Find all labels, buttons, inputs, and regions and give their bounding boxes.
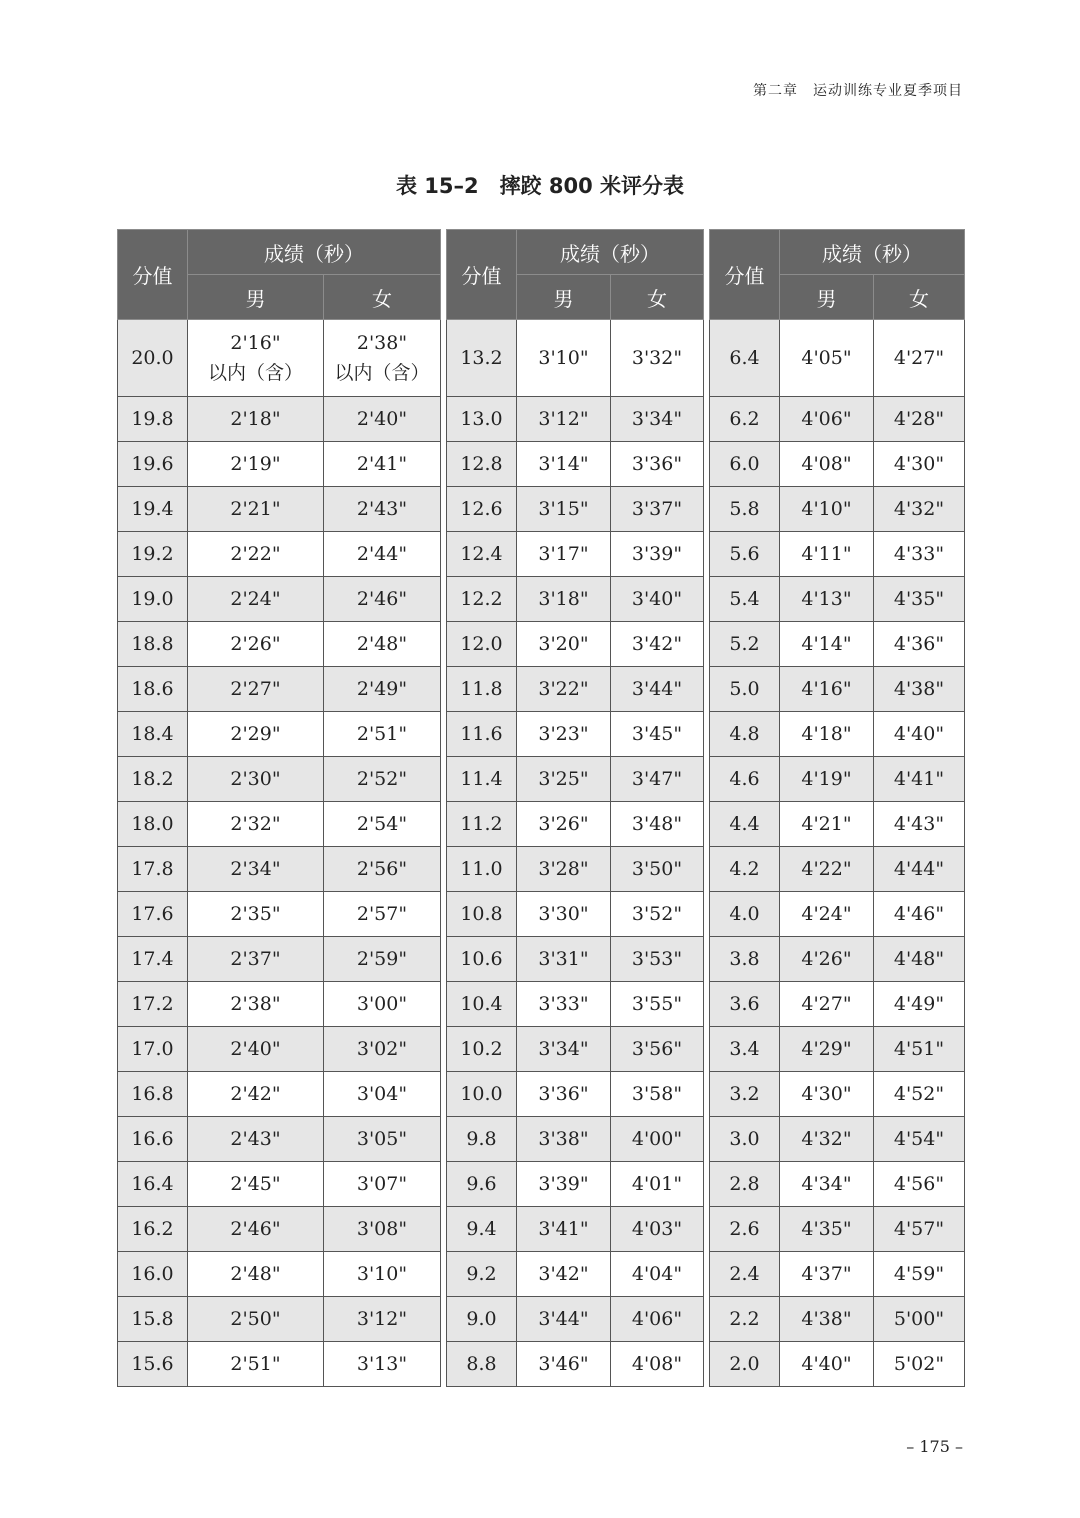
score-cell: 11.4 <box>447 757 517 802</box>
score-cell: 10.8 <box>447 892 517 937</box>
score-cell: 17.8 <box>118 847 188 892</box>
table-row <box>710 712 965 757</box>
male-time-cell: 2'27" <box>188 667 324 712</box>
male-time-cell: 3'22" <box>517 667 611 712</box>
score-cell: 17.2 <box>118 982 188 1027</box>
female-time-cell: 4'46" <box>874 892 965 937</box>
female-time-cell: 3'00" <box>324 982 441 1027</box>
table-row <box>710 320 965 397</box>
score-cell: 2.6 <box>710 1207 780 1252</box>
table-row <box>118 667 441 712</box>
female-time-cell: 2'49" <box>324 667 441 712</box>
male-time-cell: 2'42" <box>188 1072 324 1117</box>
female-time-cell: 4'56" <box>874 1162 965 1207</box>
male-time-cell: 3'20" <box>517 622 611 667</box>
header-result: 成绩（秒） <box>780 230 965 275</box>
table-row <box>118 712 441 757</box>
table-row <box>710 622 965 667</box>
male-time-cell: 2'24" <box>188 577 324 622</box>
male-time-cell: 3'23" <box>517 712 611 757</box>
table-row <box>710 1342 965 1387</box>
female-time-cell: 4'51" <box>874 1027 965 1072</box>
table-row <box>447 487 704 532</box>
female-time-cell: 4'27" <box>874 320 965 397</box>
male-time-cell: 2'48" <box>188 1252 324 1297</box>
male-time-cell: 4'18" <box>780 712 874 757</box>
score-cell: 19.2 <box>118 532 188 577</box>
score-cell: 9.4 <box>447 1207 517 1252</box>
score-cell: 4.8 <box>710 712 780 757</box>
score-cell: 4.2 <box>710 847 780 892</box>
table-row <box>710 847 965 892</box>
male-time-cell: 3'12" <box>517 397 611 442</box>
score-cell: 16.8 <box>118 1072 188 1117</box>
score-cell: 10.0 <box>447 1072 517 1117</box>
male-time-cell: 4'38" <box>780 1297 874 1342</box>
table-row <box>447 847 704 892</box>
male-time-cell: 3'17" <box>517 532 611 577</box>
female-time-cell: 4'36" <box>874 622 965 667</box>
female-time-cell: 2'41" <box>324 442 441 487</box>
table-row <box>710 1117 965 1162</box>
score-cell: 17.0 <box>118 1027 188 1072</box>
table-row <box>447 1162 704 1207</box>
male-time-cell: 2'38" <box>188 982 324 1027</box>
male-time-cell: 4'32" <box>780 1117 874 1162</box>
score-cell: 3.0 <box>710 1117 780 1162</box>
score-cell: 11.8 <box>447 667 517 712</box>
score-cell: 2.4 <box>710 1252 780 1297</box>
female-time-cell: 2'48" <box>324 622 441 667</box>
female-time-cell: 2'51" <box>324 712 441 757</box>
female-time-cell: 4'43" <box>874 802 965 847</box>
table-title: 表 15–2 摔跤 800 米评分表 <box>395 174 685 198</box>
female-time-cell: 4'59" <box>874 1252 965 1297</box>
table-row <box>118 577 441 622</box>
page-number: – 175 – <box>906 1437 963 1456</box>
score-cell: 20.0 <box>118 320 188 397</box>
male-time-cell: 4'05" <box>780 320 874 397</box>
female-time-cell: 4'44" <box>874 847 965 892</box>
male-time-cell: 3'39" <box>517 1162 611 1207</box>
male-time-cell: 3'46" <box>517 1342 611 1387</box>
score-cell: 12.6 <box>447 487 517 532</box>
female-time-cell: 3'58" <box>611 1072 704 1117</box>
male-time-cell: 4'29" <box>780 1027 874 1072</box>
score-table-2 <box>446 229 704 1387</box>
header-male: 男 <box>780 275 874 320</box>
score-cell: 9.8 <box>447 1117 517 1162</box>
male-time-cell: 4'35" <box>780 1207 874 1252</box>
female-time-cell: 3'37" <box>611 487 704 532</box>
table-row <box>118 802 441 847</box>
header-male: 男 <box>517 275 611 320</box>
score-cell: 9.0 <box>447 1297 517 1342</box>
table-row <box>118 1072 441 1117</box>
male-time-cell: 3'44" <box>517 1297 611 1342</box>
female-time-cell: 3'10" <box>324 1252 441 1297</box>
score-cell: 2.2 <box>710 1297 780 1342</box>
male-time-cell: 2'35" <box>188 892 324 937</box>
score-cell: 5.4 <box>710 577 780 622</box>
female-time-cell: 2'59" <box>324 937 441 982</box>
male-time-cell: 4'30" <box>780 1072 874 1117</box>
female-time-cell: 3'56" <box>611 1027 704 1072</box>
score-cell: 5.2 <box>710 622 780 667</box>
table-row <box>710 802 965 847</box>
score-cell: 4.0 <box>710 892 780 937</box>
female-time-cell: 4'32" <box>874 487 965 532</box>
table-row <box>710 1207 965 1252</box>
male-time-cell: 4'40" <box>780 1342 874 1387</box>
score-cell: 5.0 <box>710 667 780 712</box>
score-cell: 2.8 <box>710 1162 780 1207</box>
score-cell: 10.4 <box>447 982 517 1027</box>
female-time-cell: 4'49" <box>874 982 965 1027</box>
score-cell: 18.8 <box>118 622 188 667</box>
score-cell: 12.2 <box>447 577 517 622</box>
female-time-cell: 4'00" <box>611 1117 704 1162</box>
score-cell: 9.2 <box>447 1252 517 1297</box>
table-row <box>710 1297 965 1342</box>
male-time-cell: 4'16" <box>780 667 874 712</box>
male-time-cell: 2'34" <box>188 847 324 892</box>
female-time-cell: 4'01" <box>611 1162 704 1207</box>
female-time-cell: 2'57" <box>324 892 441 937</box>
female-time-cell: 3'47" <box>611 757 704 802</box>
table-row <box>447 757 704 802</box>
male-time-cell: 4'34" <box>780 1162 874 1207</box>
table-row <box>710 487 965 532</box>
table-row <box>710 397 965 442</box>
male-time-cell: 3'31" <box>517 937 611 982</box>
table-row <box>447 982 704 1027</box>
score-cell: 19.4 <box>118 487 188 532</box>
female-time-cell: 2'46" <box>324 577 441 622</box>
female-time-cell: 3'02" <box>324 1027 441 1072</box>
male-time-cell: 2'22" <box>188 532 324 577</box>
male-time-cell: 2'19" <box>188 442 324 487</box>
table-row <box>118 1162 441 1207</box>
header-female: 女 <box>874 275 965 320</box>
score-cell: 15.6 <box>118 1342 188 1387</box>
score-cell: 6.0 <box>710 442 780 487</box>
female-time-cell: 2'54" <box>324 802 441 847</box>
male-time-cell: 3'34" <box>517 1027 611 1072</box>
male-time-cell: 3'14" <box>517 442 611 487</box>
header-male: 男 <box>188 275 324 320</box>
female-time-cell: 2'40" <box>324 397 441 442</box>
female-time-cell: 3'55" <box>611 982 704 1027</box>
male-time-cell: 4'22" <box>780 847 874 892</box>
score-cell: 19.6 <box>118 442 188 487</box>
table-row <box>710 1252 965 1297</box>
male-time-cell: 4'21" <box>780 802 874 847</box>
table-row <box>118 937 441 982</box>
female-time-cell: 4'40" <box>874 712 965 757</box>
male-time-cell: 4'11" <box>780 532 874 577</box>
female-time-cell: 3'50" <box>611 847 704 892</box>
table-row <box>118 1297 441 1342</box>
male-time-cell: 4'08" <box>780 442 874 487</box>
table-row <box>447 1117 704 1162</box>
male-time-cell: 2'37" <box>188 937 324 982</box>
male-time-cell: 3'26" <box>517 802 611 847</box>
score-cell: 16.0 <box>118 1252 188 1297</box>
female-time-cell: 2'52" <box>324 757 441 802</box>
table-row <box>118 1342 441 1387</box>
male-time-cell: 4'26" <box>780 937 874 982</box>
table-row <box>118 487 441 532</box>
score-cell: 6.4 <box>710 320 780 397</box>
table-row <box>710 577 965 622</box>
table-row <box>447 1252 704 1297</box>
table-row <box>447 667 704 712</box>
score-cell: 6.2 <box>710 397 780 442</box>
table-row <box>710 532 965 577</box>
female-time-cell: 4'48" <box>874 937 965 982</box>
male-time-cell: 2'26" <box>188 622 324 667</box>
score-cell: 18.0 <box>118 802 188 847</box>
table-row <box>118 757 441 802</box>
score-cell: 18.4 <box>118 712 188 757</box>
female-time-cell: 3'36" <box>611 442 704 487</box>
header-female: 女 <box>324 275 441 320</box>
score-cell: 3.8 <box>710 937 780 982</box>
score-cell: 13.0 <box>447 397 517 442</box>
table-row <box>447 622 704 667</box>
male-time-cell: 4'37" <box>780 1252 874 1297</box>
score-cell: 12.8 <box>447 442 517 487</box>
male-time-cell: 2'29" <box>188 712 324 757</box>
score-cell: 16.4 <box>118 1162 188 1207</box>
table-row <box>710 1162 965 1207</box>
table-row <box>447 320 704 397</box>
table-row <box>447 577 704 622</box>
score-cell: 8.8 <box>447 1342 517 1387</box>
male-time-cell: 2'43" <box>188 1117 324 1162</box>
male-time-cell: 3'25" <box>517 757 611 802</box>
female-time-cell: 4'08" <box>611 1342 704 1387</box>
table-row <box>118 397 441 442</box>
female-time-cell: 5'00" <box>874 1297 965 1342</box>
female-time-cell: 3'34" <box>611 397 704 442</box>
female-time-cell: 4'28" <box>874 397 965 442</box>
table-row <box>447 892 704 937</box>
score-cell: 12.0 <box>447 622 517 667</box>
score-cell: 3.2 <box>710 1072 780 1117</box>
score-table-1 <box>117 229 441 1387</box>
table-row <box>118 622 441 667</box>
female-time-cell: 3'45" <box>611 712 704 757</box>
score-cell: 9.6 <box>447 1162 517 1207</box>
female-time-cell: 5'02" <box>874 1342 965 1387</box>
table-row <box>118 1207 441 1252</box>
table-row <box>447 532 704 577</box>
male-time-cell: 3'33" <box>517 982 611 1027</box>
score-cell: 15.8 <box>118 1297 188 1342</box>
score-cell: 4.4 <box>710 802 780 847</box>
male-time-cell: 3'15" <box>517 487 611 532</box>
male-time-cell: 3'36" <box>517 1072 611 1117</box>
female-time-cell: 2'56" <box>324 847 441 892</box>
score-cell: 2.0 <box>710 1342 780 1387</box>
score-cell: 13.2 <box>447 320 517 397</box>
female-time-cell: 3'48" <box>611 802 704 847</box>
female-time-cell: 3'39" <box>611 532 704 577</box>
female-time-cell: 3'53" <box>611 937 704 982</box>
table-row <box>118 1117 441 1162</box>
female-time-cell: 4'38" <box>874 667 965 712</box>
table-row <box>447 1207 704 1252</box>
female-time-cell: 4'54" <box>874 1117 965 1162</box>
table-row <box>447 1342 704 1387</box>
score-cell: 19.8 <box>118 397 188 442</box>
table-row <box>118 442 441 487</box>
female-time-cell: 3'13" <box>324 1342 441 1387</box>
score-cell: 12.4 <box>447 532 517 577</box>
male-time-cell: 2'32" <box>188 802 324 847</box>
female-time-cell: 4'06" <box>611 1297 704 1342</box>
score-cell: 10.2 <box>447 1027 517 1072</box>
table-row <box>710 442 965 487</box>
score-cell: 10.6 <box>447 937 517 982</box>
male-time-cell: 4'27" <box>780 982 874 1027</box>
table-row <box>447 712 704 757</box>
male-time: 2'16" <box>230 332 281 354</box>
header-score: 分值 <box>118 230 188 320</box>
score-cell: 3.4 <box>710 1027 780 1072</box>
male-time-cell: 4'06" <box>780 397 874 442</box>
female-time-cell <box>324 320 441 397</box>
male-time-cell: 2'46" <box>188 1207 324 1252</box>
table-row <box>447 1027 704 1072</box>
score-cell: 17.4 <box>118 937 188 982</box>
female-time-cell: 4'33" <box>874 532 965 577</box>
female-time-cell: 2'43" <box>324 487 441 532</box>
male-time-cell: 2'18" <box>188 397 324 442</box>
table-row <box>118 892 441 937</box>
score-cell: 4.6 <box>710 757 780 802</box>
female-time-cell: 3'52" <box>611 892 704 937</box>
score-cell: 16.6 <box>118 1117 188 1162</box>
score-cell: 18.6 <box>118 667 188 712</box>
table-row <box>447 397 704 442</box>
score-cell: 11.0 <box>447 847 517 892</box>
male-time-cell <box>188 320 324 397</box>
table-row <box>118 532 441 577</box>
table-row <box>118 847 441 892</box>
female-time-cell: 2'44" <box>324 532 441 577</box>
male-time-cell: 2'30" <box>188 757 324 802</box>
score-cell: 5.6 <box>710 532 780 577</box>
male-time-cell: 4'19" <box>780 757 874 802</box>
table-row <box>118 982 441 1027</box>
female-time-cell: 3'40" <box>611 577 704 622</box>
table-row <box>710 667 965 712</box>
table-row <box>447 442 704 487</box>
female-time-cell: 3'44" <box>611 667 704 712</box>
male-time-cell: 3'38" <box>517 1117 611 1162</box>
header-female: 女 <box>611 275 704 320</box>
header-score: 分值 <box>710 230 780 320</box>
score-cell: 16.2 <box>118 1207 188 1252</box>
table-row <box>447 1072 704 1117</box>
male-time-cell: 2'51" <box>188 1342 324 1387</box>
table-row <box>710 892 965 937</box>
table-row <box>710 1027 965 1072</box>
male-time-cell: 2'40" <box>188 1027 324 1072</box>
male-time-cell: 4'10" <box>780 487 874 532</box>
female-time-note: 以内（含） <box>334 362 430 384</box>
male-time-cell: 3'42" <box>517 1252 611 1297</box>
table-row <box>710 1072 965 1117</box>
male-time-cell: 4'13" <box>780 577 874 622</box>
female-time-cell: 3'12" <box>324 1297 441 1342</box>
score-cell: 3.6 <box>710 982 780 1027</box>
table-row <box>118 1252 441 1297</box>
table-row <box>710 757 965 802</box>
female-time-cell: 3'07" <box>324 1162 441 1207</box>
female-time-cell: 4'04" <box>611 1252 704 1297</box>
female-time-cell: 3'04" <box>324 1072 441 1117</box>
female-time-cell: 4'52" <box>874 1072 965 1117</box>
female-time-cell: 4'03" <box>611 1207 704 1252</box>
table-row <box>118 1027 441 1072</box>
male-time-note: 以内（含） <box>207 362 303 384</box>
running-header: 第二章 运动训练专业夏季项目 <box>753 83 963 99</box>
table-row <box>447 937 704 982</box>
male-time-cell: 2'45" <box>188 1162 324 1207</box>
table-row <box>447 802 704 847</box>
male-time-cell: 4'24" <box>780 892 874 937</box>
score-cell: 11.6 <box>447 712 517 757</box>
score-cell: 11.2 <box>447 802 517 847</box>
female-time-cell: 4'35" <box>874 577 965 622</box>
male-time-cell: 3'30" <box>517 892 611 937</box>
male-time-cell: 4'14" <box>780 622 874 667</box>
male-time-cell: 2'21" <box>188 487 324 532</box>
female-time-cell: 3'05" <box>324 1117 441 1162</box>
male-time-cell: 3'18" <box>517 577 611 622</box>
table-row <box>710 982 965 1027</box>
table-row <box>118 320 441 397</box>
header-result: 成绩（秒） <box>517 230 704 275</box>
female-time-cell: 4'41" <box>874 757 965 802</box>
female-time-cell: 3'42" <box>611 622 704 667</box>
score-cell: 19.0 <box>118 577 188 622</box>
score-cell: 17.6 <box>118 892 188 937</box>
female-time-cell: 3'32" <box>611 320 704 397</box>
header-result: 成绩（秒） <box>188 230 441 275</box>
table-row <box>710 937 965 982</box>
score-table-3 <box>709 229 965 1387</box>
male-time-cell: 3'41" <box>517 1207 611 1252</box>
female-time-cell: 3'08" <box>324 1207 441 1252</box>
score-cell: 18.2 <box>118 757 188 802</box>
male-time-cell: 3'28" <box>517 847 611 892</box>
female-time: 2'38" <box>356 332 408 354</box>
male-time-cell: 3'10" <box>517 320 611 397</box>
male-time-cell: 2'50" <box>188 1297 324 1342</box>
header-score: 分值 <box>447 230 517 320</box>
score-cell: 5.8 <box>710 487 780 532</box>
female-time-cell: 4'57" <box>874 1207 965 1252</box>
female-time-cell: 4'30" <box>874 442 965 487</box>
table-row <box>447 1297 704 1342</box>
